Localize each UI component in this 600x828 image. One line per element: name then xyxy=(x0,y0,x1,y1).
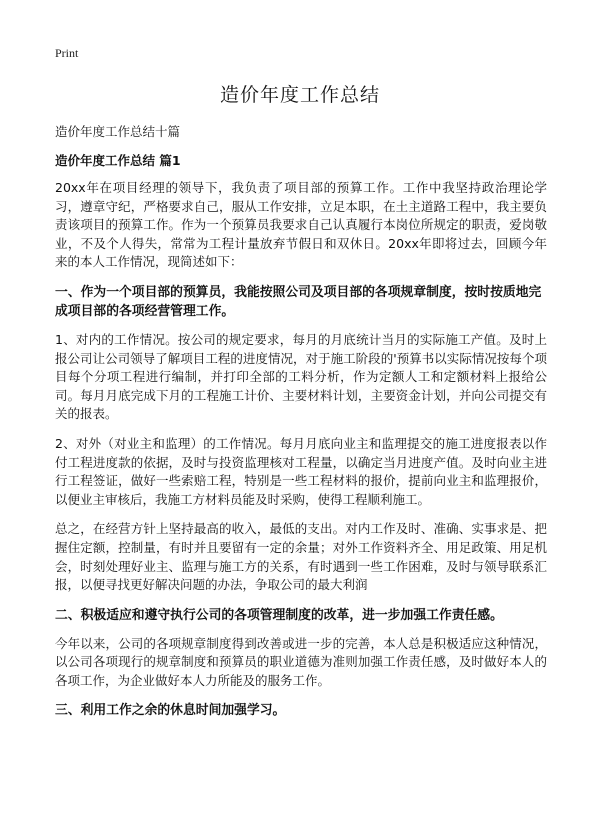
print-label: Print xyxy=(55,46,79,60)
paragraph-external-work: 2、对外（对业主和监理）的工作情况。每月月底向业主和监理提交的施工进度报表以作付工程进度款的依据，及时与投资监理核对工程量，以确定当月进度产值。及时向业主进行工程签证，做好一些索赔工程，特别是一些工程材料的报价，提前向业主和监理报价，以便业主审核后，我施工方材料员能及时采购，使得工程顺利施工。 xyxy=(55,435,547,507)
document-subtitle: 造价年度工作总结十篇 xyxy=(55,124,181,139)
section-heading: 造价年度工作总结 篇1 xyxy=(55,153,181,168)
paragraph-responsibility: 今年以来，公司的各项规章制度得到改善或进一步的完善，本人总是积极适应这种情况，以公司各项现行的规章制度和预算员的职业道德为准则加强工作责任感，及时做好本人的各项工作，为企业做好本人力所能及的服务工作。 xyxy=(55,635,547,688)
document-body xyxy=(55,179,547,730)
paragraph-internal-work: 1、对内的工作情况。按公司的规定要求，每月的月底统计当月的实际施工产值。及时上报公司让公司领导了解项目工程的进度情况，对于施工阶段的'预算书以实际情况按每个项目每个分项工程进行编制，并打印全部的工料分析，作为定额人工和定额材料上报给公司。每月月底完成下月的工程施工计价、主要材料计划，主要资金计划，并向公司提交有关的报表。 xyxy=(55,331,547,422)
heading-point-1: 一、作为一个项目部的预算员，我能按照公司及项目部的各项规章制度，按时按质地完成项目部的各项经营管理工作。 xyxy=(55,284,542,319)
heading-point-3: 三、利用工作之余的休息时间加强学习。 xyxy=(55,703,286,719)
paragraph-summary: 总之，在经营方针上坚持最高的收入，最低的支出。对内工作及时、准确、实事求是、把握住定额，控制量，有时并且要留有一定的余量；对外工作资料齐全、用足政策、用足机会，时刻处理好业主、监理与施工方的关系，有时遇到一些工作困难，及时与领导联系汇报，以便寻找更好解决问题的办法，争取公司的最大利润 xyxy=(55,521,547,593)
heading-point-2: 二、积极适应和遵守执行公司的各项管理制度的改革，进一步加强工作责任感。 xyxy=(55,607,503,623)
page-title: 造价年度工作总结 xyxy=(219,84,380,106)
paragraph-intro: 20xx年在项目经理的领导下，我负责了项目部的预算工作。工作中我坚持政治理论学习，遵章守纪，严格要求自己，服从工作安排，立足本职，在土主道路工程中，我主要负责该项目的预算工作。作为一个预算员我要求自己认真履行本岗位所规定的职责，爱岗敬业，不及个人得失，常常为工程计量放弃节假日和双休日。20xx年即将过去，回顾今年来的本人工作情况，现简述如下： xyxy=(55,180,547,270)
